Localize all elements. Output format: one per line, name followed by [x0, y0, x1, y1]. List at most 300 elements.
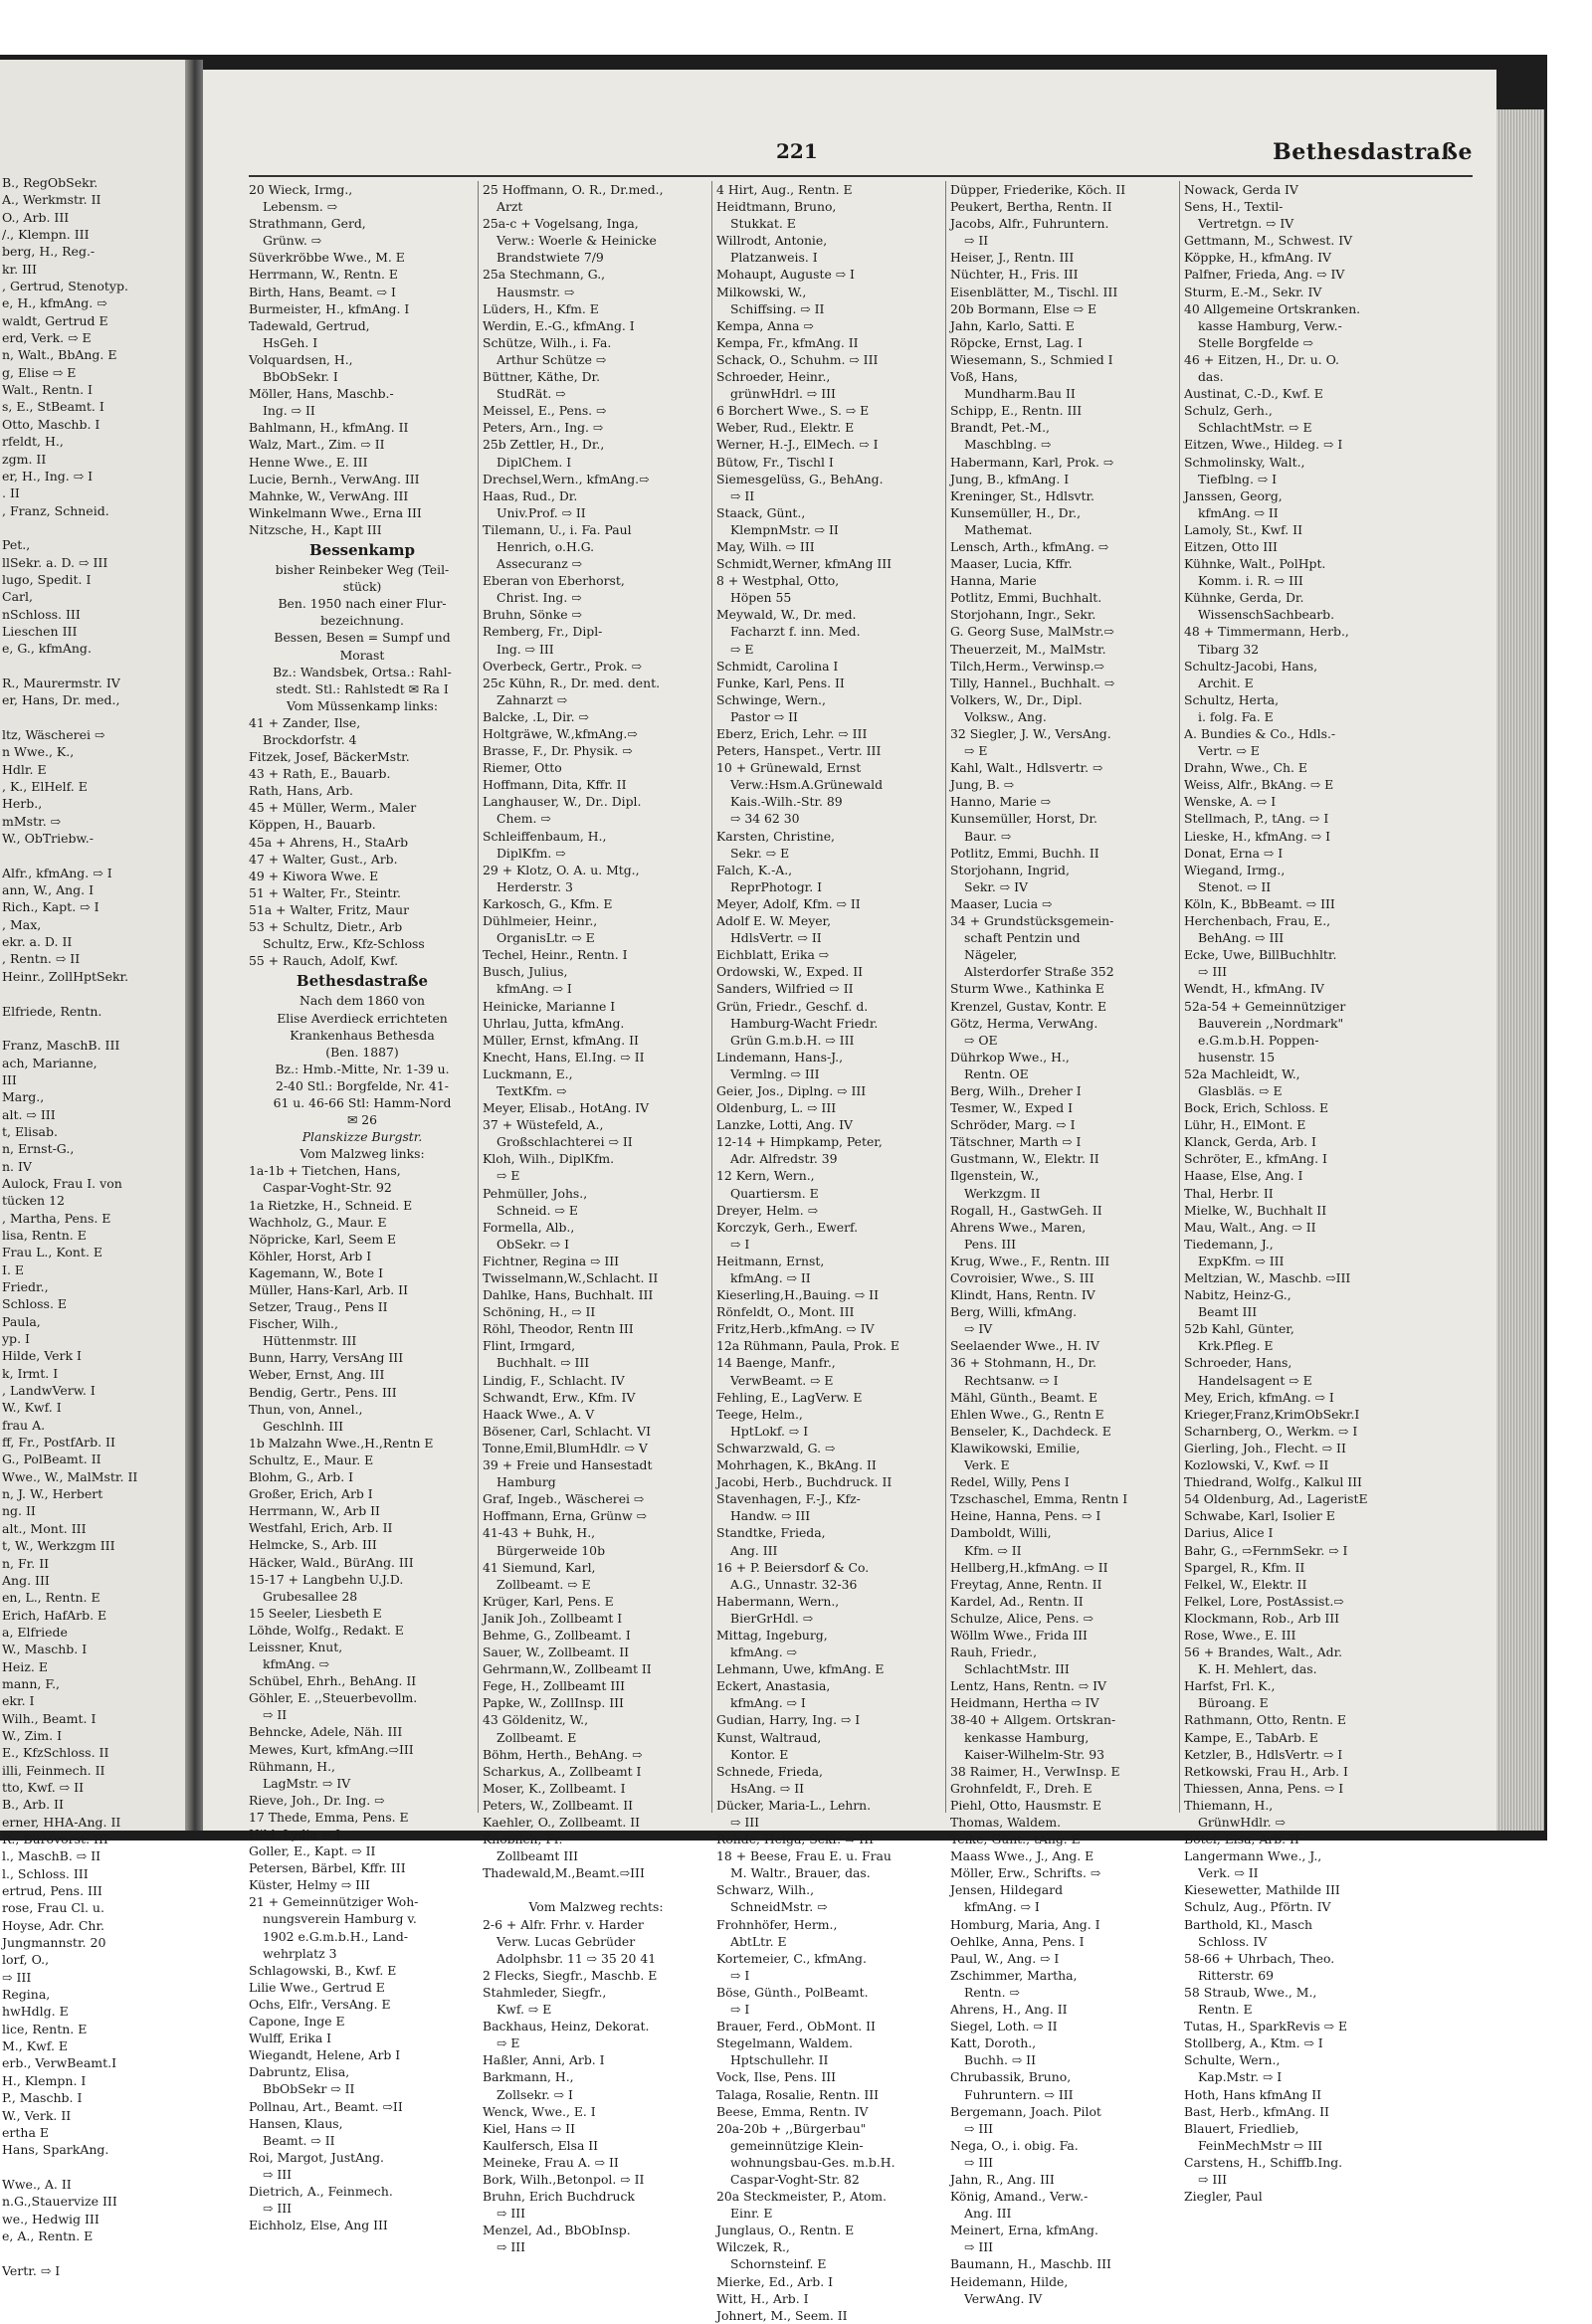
directory-entry: Spargel, R., Kfm. II [1184, 1559, 1305, 1575]
page-edges [1496, 109, 1544, 1831]
directory-entry: Bork, Wilh.,Betonpol. ⇨ II [483, 2171, 645, 2187]
directory-entry: Eberan von Eberhorst, [483, 573, 625, 589]
directory-entry: A. Bundies & Co., Hdls.- [1184, 726, 1336, 741]
left-page-line: , Martha, Pens. E [2, 1210, 111, 1226]
directory-entry: Lamoly, St., Kwf. II [1184, 521, 1302, 537]
directory-entry-continuation: Facharzt f. inn. Med. [730, 624, 861, 640]
directory-entry-continuation: Büroang. E [1198, 1695, 1269, 1711]
directory-entry: Tesmer, W., Exped I [950, 1100, 1073, 1116]
directory-entry: Geier, Jos., Diplng. ⇨ III [716, 1082, 867, 1098]
left-page-line: n, Fr. II [2, 1555, 50, 1571]
directory-entry: Junglaus, O., Rentn. E [716, 2223, 855, 2238]
left-page-line: Heinr., ZollHptSekr. [2, 968, 129, 984]
directory-entry: Herchenbach, Frau, E., [1184, 913, 1331, 929]
directory-entry: Häcker, Wald., BürAng. III [249, 1554, 414, 1570]
directory-entry: Ordowski, W., Exped. II [716, 964, 864, 980]
directory-entry: Sauer, W., Zollbeamt. II [483, 1645, 630, 1660]
directory-entry-continuation: Schultz, Erw., Kfz-Schloss [263, 936, 425, 952]
directory-entry: 2 Flecks, Siegfr., Maschb. E [483, 1967, 658, 1983]
directory-entry-continuation: Assecuranz ⇨ [497, 556, 583, 572]
directory-entry: 15-17 + Langbehn U.J.D. [249, 1571, 404, 1587]
directory-entry: Tadewald, Gertrud, [249, 317, 370, 333]
directory-entry: 14 Baenge, Manfr., [716, 1355, 836, 1371]
left-page-line: hwHdlg. E [2, 2004, 69, 2020]
directory-entry: Menzel, Ad., BbObInsp. [483, 2223, 631, 2238]
directory-entry: Sens, H., Textil- [1184, 199, 1284, 215]
directory-entry: 51a + Walter, Fritz, Maur [249, 901, 410, 917]
left-page-line: ach, Marianne, [2, 1055, 98, 1070]
left-page-line: W., Maschb. I [2, 1642, 88, 1657]
directory-entry-continuation: ⇨ III [263, 2166, 293, 2182]
street-info-line: Bz.: Hmb.-Mitte, Nr. 1-39 u. [275, 1061, 450, 1076]
directory-entry: Ziegler, Paul [1184, 2189, 1263, 2205]
directory-entry-continuation: Christ. Ing. ⇨ [497, 590, 582, 606]
directory-entry: Staack, Günt., [716, 504, 806, 520]
directory-entry: Maaser, Lucia ⇨ [950, 895, 1053, 911]
directory-entry: Lilie Wwe., Gertrud E [249, 1979, 385, 1995]
directory-entry-continuation: TextKfm. ⇨ [497, 1082, 567, 1098]
directory-entry-continuation: ⇨ OE [964, 1032, 998, 1048]
left-page-line: , K., ElHelf. E [2, 779, 88, 795]
left-page-line: g, Elise ⇨ E [2, 364, 77, 380]
left-page-line: ekr. a. D. II [2, 934, 73, 950]
directory-entry: Schulte, Wern., [1184, 2052, 1281, 2068]
directory-entry: Ketzler, B., HdlsVertr. ⇨ I [1184, 1746, 1343, 1762]
left-page-line: Pet., [2, 537, 31, 553]
directory-entry: 4 Hirt, Aug., Rentn. E [716, 182, 853, 197]
directory-entry: Lindig, F., Schlacht. IV [483, 1372, 625, 1388]
directory-entry: Schwarz, Wilh., [716, 1882, 815, 1898]
directory-entry: Volquardsen, H., [249, 351, 353, 367]
directory-entry-continuation: e.G.m.b.H. Poppen- [1198, 1032, 1319, 1048]
directory-entry-continuation: kfmAng. ⇨ [730, 1645, 797, 1660]
directory-entry: Goller, E., Kapt. ⇨ II [249, 1843, 376, 1859]
directory-entry: Schultz, E., Maur. E [249, 1452, 374, 1467]
directory-entry: Kagemann, W., Bote I [249, 1264, 383, 1280]
directory-entry: Schipp, E., Rentn. III [950, 403, 1083, 419]
directory-entry: Kozlowski, V., Kwf. ⇨ II [1184, 1457, 1329, 1473]
directory-entry: Schmolinsky, Walt., [1184, 454, 1305, 470]
directory-entry: 47 + Walter, Gust., Arb. [249, 851, 398, 867]
directory-entry: 32 Siegler, J. W., VersAng. [950, 726, 1111, 741]
street-info-line: ✉ 26 [346, 1112, 378, 1128]
left-page-line: e, H., kfmAng. ⇨ [2, 295, 107, 311]
directory-entry: Klawikowski, Emilie, [950, 1440, 1081, 1455]
directory-entry: Knoblich, Fr. [483, 1832, 563, 1847]
directory-entry-continuation: Verw. Lucas Gebrüder [497, 1933, 636, 1949]
left-page-line: mann, F., [2, 1675, 61, 1691]
directory-entry-continuation: Adr. Alfredstr. 39 [730, 1151, 838, 1167]
directory-entry: 45 + Müller, Werm., Maler [249, 800, 417, 816]
directory-entry-continuation: AbtLtr. E [730, 1933, 787, 1949]
directory-entry: Ehlen Wwe., G., Rentn E [950, 1406, 1104, 1422]
directory-entry: Bergemann, Joach. Pilot [950, 2103, 1101, 2119]
directory-entry-continuation: ObSekr. ⇨ I [497, 1236, 570, 1252]
street-info-line: bisher Reinbeker Weg (Teil- [275, 562, 450, 578]
directory-entry: Weber, Ernst, Ang. III [249, 1367, 385, 1383]
directory-entry: Heitmann, Ernst, [716, 1253, 825, 1268]
directory-entry-continuation: kfmAng. ⇨ I [964, 1899, 1040, 1915]
directory-entry: Schlagowski, B., Kwf. E [249, 1962, 397, 1978]
left-page-line: Herb., [2, 796, 43, 812]
directory-entry: Schöning, H., ⇨ II [483, 1304, 596, 1320]
directory-entry: Ilgenstein, W., [950, 1168, 1040, 1184]
directory-entry: Oehlke, Anna, Pens. I [950, 1933, 1085, 1949]
directory-entry: Mohrhagen, K., BkAng. II [716, 1457, 877, 1473]
directory-entry: Schroeder, Hans, [1184, 1355, 1293, 1371]
directory-entry: Tilemann, U., i. Fa. Paul [483, 521, 632, 537]
directory-entry: Stollberg, A., Ktm. ⇨ I [1184, 2035, 1323, 2051]
directory-entry: Rathmann, Otto, Rentn. E [1184, 1712, 1346, 1728]
left-page-line: H., Klempn. I [2, 2072, 87, 2088]
directory-entry: Remberg, Fr., Dipl- [483, 624, 603, 640]
directory-entry: Palfner, Frieda, Ang. ⇨ IV [1184, 267, 1345, 283]
left-page-line: Wilh., Beamt. I [2, 1710, 97, 1726]
directory-entry: Ahrens Wwe., Maren, [950, 1219, 1087, 1235]
left-page-line: we., Hedwig III [2, 2211, 100, 2227]
directory-entry: Gustmann, W., Elektr. II [950, 1151, 1099, 1167]
directory-entry-continuation: Quartiersm. E [730, 1185, 819, 1201]
directory-entry: Busch, Julius, [483, 964, 568, 980]
left-page-line: , Max, [2, 916, 42, 932]
header-rule [249, 175, 1473, 177]
directory-entry: Homburg, Maria, Ang. I [950, 1916, 1100, 1932]
directory-entry-continuation: Buchhalt. ⇨ III [497, 1355, 590, 1371]
directory-entry-continuation: i. folg. Fa. E [1198, 708, 1274, 724]
directory-entry: Felkel, Lore, PostAssist.⇨ [1184, 1593, 1344, 1609]
directory-entry: Stellmach, P., tAng. ⇨ I [1184, 811, 1329, 827]
directory-entry: Haßler, Anni, Arb. I [483, 2052, 605, 2068]
directory-entry: Schmidt, Carolina I [716, 658, 839, 674]
directory-entry-continuation: SchneidMstr. ⇨ [730, 1899, 828, 1915]
directory-entry: Blohm, G., Arb. I [249, 1469, 353, 1485]
directory-entry: 43 Göldenitz, W., [483, 1712, 589, 1728]
directory-entry: Lanzke, Lotti, Ang. IV [716, 1117, 853, 1133]
directory-entry-continuation: kasse Hamburg, Verw.- [1198, 317, 1342, 333]
directory-entry: Schack, O., Schuhm. ⇨ III [716, 351, 879, 367]
directory-entry: Mittag, Ingeburg, [716, 1627, 828, 1643]
directory-entry-continuation: Alsterdorfer Straße 352 [964, 964, 1114, 980]
directory-entry: Heidtmann, Bruno, [716, 199, 837, 215]
street-info-line: Elise Averdieck errichteten [277, 1010, 448, 1026]
directory-entry: Kiesewetter, Mathilde III [1184, 1882, 1340, 1898]
left-page-line: E., KfzSchloss. II [2, 1745, 109, 1761]
directory-entry-continuation: Pens. III [964, 1236, 1017, 1252]
directory-entry: Weber, Rud., Elektr. E [716, 420, 855, 436]
directory-entry-continuation: ⇨ E [497, 2035, 520, 2051]
directory-entry: 41 + Zander, Ilse, [249, 714, 361, 730]
directory-entry-continuation: ⇨ III [497, 2239, 526, 2255]
left-page-line: Frau L., Kont. E [2, 1245, 103, 1260]
directory-entry: 25a-c + Vogelsang, Inga, [483, 216, 639, 232]
directory-entry: Hellberg,H.,kfmAng. ⇨ II [950, 1559, 1108, 1575]
directory-entry-continuation: Großschlachterei ⇨ II [497, 1134, 633, 1150]
directory-entry: Nega, O., i. obig. Fa. [950, 2137, 1079, 2153]
directory-entry-continuation: ⇨ III [964, 2154, 994, 2170]
left-page-line [2, 1020, 185, 1037]
left-page-line [2, 2244, 185, 2261]
directory-entry: 43 + Rath, E., Bauarb. [249, 766, 391, 782]
directory-entry: Hansen, Klaus, [249, 2115, 343, 2131]
directory-entry-continuation: Vertretgn. ⇨ IV [1198, 216, 1294, 232]
directory-entry-continuation: ⇨ I [730, 2002, 750, 2018]
directory-entry: Köppke, H., kfmAng. IV [1184, 250, 1332, 266]
directory-entry-continuation: ⇨ E [964, 743, 988, 759]
directory-entry: Setzer, Traug., Pens II [249, 1299, 388, 1315]
directory-entry: Wilczek, R., [716, 2239, 790, 2255]
directory-entry: Haack Wwe., A. V [483, 1406, 595, 1422]
directory-entry-continuation: ⇨ 34 62 30 [730, 811, 800, 827]
left-page-line [2, 2159, 185, 2176]
directory-entry-continuation: ReprPhotogr. I [730, 878, 822, 894]
directory-entry: Schroeder, Heinr., [716, 369, 831, 385]
directory-entry: Müller, Ernst, kfmAng. II [483, 1032, 639, 1048]
directory-entry: Korczyk, Gerh., Ewerf. [716, 1219, 859, 1235]
directory-entry-continuation: kfmAng. ⇨ [263, 1656, 329, 1672]
directory-entry: Potlitz, Emmi, Buchh. II [950, 845, 1099, 861]
directory-entry-continuation: K. H. Mehlert, das. [1198, 1661, 1317, 1677]
directory-entry: Werdin, E.-G., kfmAng. I [483, 317, 635, 333]
directory-entry: Meyer, Adolf, Kfm. ⇨ II [716, 895, 861, 911]
directory-column-4 [950, 181, 1177, 2307]
directory-entry-continuation: Bauverein ,,Nordmark" [1198, 1015, 1344, 1031]
directory-entry: Scharnberg, O., Werkm. ⇨ I [1184, 1423, 1358, 1439]
directory-entry: Haas, Rud., Dr. [483, 487, 578, 503]
directory-entry: Schnede, Frieda, [716, 1763, 823, 1779]
directory-entry: Damboldt, Willi, [950, 1525, 1052, 1541]
left-page-line: zgm. II [2, 451, 47, 467]
directory-entry: Bahlmann, H., kfmAng. II [249, 420, 409, 436]
left-page-line: tücken 12 [2, 1193, 65, 1209]
left-page-line: Marg., [2, 1089, 45, 1105]
street-info-line: (Ben. 1887) [325, 1044, 399, 1060]
directory-entry-continuation: Vermlng. ⇨ III [730, 1065, 820, 1081]
directory-entry: Freytag, Anne, Rentn. II [950, 1576, 1102, 1592]
directory-entry-continuation: Stenot. ⇨ II [1198, 878, 1272, 894]
street-info-line: Nach dem 1860 von [299, 993, 425, 1009]
left-page-line: Aulock, Frau I. von [2, 1175, 122, 1191]
directory-entry-continuation: Grün G.m.b.H. ⇨ III [730, 1032, 855, 1048]
directory-entry: Möller, Erw., Schrifts. ⇨ [950, 1865, 1101, 1881]
left-page-line: Erich, HafArb. E [2, 1607, 107, 1623]
left-page-line: Regina, [2, 1987, 51, 2003]
directory-entry: Sturm, E.-M., Sekr. IV [1184, 284, 1322, 299]
left-page-line: s, E., StBeamt. I [2, 399, 104, 415]
directory-entry: Gehrmann,W., Zollbeamt II [483, 1661, 652, 1677]
directory-entry: Thiedrand, Wolfg., Kalkul III [1184, 1474, 1362, 1490]
directory-entry: Bruhn, Sönke ⇨ [483, 607, 582, 623]
directory-entry: Jahn, Karlo, Satti. E [950, 317, 1075, 333]
directory-entry-continuation: 1902 e.G.m.b.H., Land- [263, 1928, 409, 1944]
left-page-line: llSekr. a. D. ⇨ III [2, 554, 108, 570]
directory-entry: Krug, Wwe., F., Rentn. III [950, 1253, 1110, 1268]
directory-entry-continuation: WissenschSachbearb. [1198, 607, 1335, 623]
left-page-line: kr. III [2, 261, 37, 277]
left-page-line: Paula, [2, 1313, 41, 1329]
directory-entry: 20b Bormann, Else ⇨ E [950, 300, 1097, 316]
left-page-line: ekr. I [2, 1693, 35, 1709]
directory-entry: 20a Steckmeister, P., Atom. [716, 2189, 887, 2205]
directory-entry: Dühlmeier, Heinr., [483, 913, 598, 929]
directory-entry: Heidemann, Hilde, [950, 2273, 1069, 2289]
directory-entry: Austinat, C.-D., Kwf. E [1184, 386, 1323, 402]
left-page-line: k, Irmt. I [2, 1365, 59, 1381]
directory-entry: Winkelmann Wwe., Erna III [249, 504, 422, 520]
directory-entry: Wachholz, G., Maur. E [249, 1214, 387, 1230]
directory-entry-continuation: Hamburg [497, 1474, 556, 1490]
directory-entry: Eichblatt, Erika ⇨ [716, 947, 830, 963]
left-page-line: III [2, 1071, 17, 1087]
directory-entry-continuation: Baur. ⇨ [964, 828, 1012, 844]
left-page-line: Ang. III [2, 1572, 50, 1588]
directory-entry-continuation: Adolphsbr. 11 ⇨ 35 20 41 [497, 1950, 657, 1966]
directory-entry: Balcke, .L, Dir. ⇨ [483, 708, 589, 724]
directory-entry: Fischer, Wilh., [249, 1316, 338, 1332]
directory-entry: Jacobs, Alfr., Fuhruntern. [950, 216, 1109, 232]
directory-entry: 58 Straub, Wwe., M., [1184, 1984, 1317, 2000]
directory-entry: Jacobi, Herb., Buchdruck. II [716, 1474, 893, 1490]
directory-entry-continuation: Herderstr. 3 [497, 878, 573, 894]
directory-entry: Fege, H., Zollbeamt III [483, 1678, 626, 1694]
directory-entry: Peters, Hanspet., Vertr. III [716, 743, 882, 759]
left-page-line: lice, Rentn. E [2, 2021, 88, 2036]
left-page-line: n, Ernst-G., [2, 1141, 75, 1157]
directory-entry: Meltzian, W., Maschb. ⇨III [1184, 1270, 1351, 1285]
directory-entry-continuation: Verw.: Woerle & Heinicke [497, 233, 657, 249]
directory-entry: Heidmann, Hertha ⇨ IV [950, 1695, 1099, 1711]
directory-entry: Flint, Irmgard, [483, 1338, 576, 1354]
directory-entry-continuation: Einr. E [730, 2206, 773, 2222]
directory-column-3 [716, 181, 943, 2324]
directory-entry: Peters, Arn., Ing. ⇨ [483, 420, 604, 436]
street-info-line: Bessen, Besen = Sumpf und [274, 630, 451, 646]
directory-entry: Großer, Erich, Arb I [249, 1486, 373, 1502]
directory-entry: Klindt, Hans, Rentn. IV [950, 1287, 1095, 1303]
left-page-line [2, 709, 185, 726]
directory-entry-continuation: husenstr. 15 [1198, 1049, 1276, 1065]
directory-entry: Felkel, W., Elektr. II [1184, 1576, 1307, 1592]
left-page-line: berg, H., Reg.- [2, 244, 96, 260]
directory-entry: Meyer, Elisab., HotAng. IV [483, 1100, 650, 1116]
left-page-line: Hoyse, Adr. Chr. [2, 1917, 105, 1933]
directory-entry: Teege, Helm., [716, 1406, 803, 1422]
directory-entry-continuation: BbObSekr. I [263, 369, 338, 385]
directory-entry: 8 + Westphal, Otto, [716, 573, 840, 589]
street-info-line: Morast [339, 647, 385, 663]
directory-entry: Potlitz, Emmi, Buchhalt. [950, 590, 1102, 606]
directory-entry: Volkers, W., Dr., Dipl. [950, 691, 1083, 707]
directory-entry: Heiser, J., Rentn. III [950, 250, 1075, 266]
column-divider [945, 181, 946, 1813]
left-page-line [2, 519, 185, 536]
left-page-line: rose, Frau Cl. u. [2, 1900, 104, 1916]
directory-entry-continuation: Beamt. ⇨ II [263, 2132, 335, 2148]
left-page-line: Franz, MaschB. III [2, 1038, 120, 1054]
directory-column-5 [1184, 181, 1473, 2205]
left-page-line: W., Kwf. I [2, 1400, 62, 1416]
directory-entry: Bendig, Gertr., Pens. III [249, 1384, 397, 1400]
directory-entry-continuation: Rentn. E [1198, 2002, 1253, 2018]
directory-entry-continuation: Rechtsanw. ⇨ I [964, 1372, 1059, 1388]
left-page-line: en, L., Rentn. E [2, 1590, 100, 1606]
directory-entry: Backhaus, Heinz, Dekorat. [483, 2019, 650, 2034]
directory-entry-continuation: Verk. E [964, 1457, 1010, 1473]
directory-entry-continuation: Stelle Borgfelde ⇨ [1198, 334, 1313, 350]
directory-entry: Riemer, Otto [483, 760, 562, 776]
directory-entry-continuation: Zollbeamt. E [497, 1729, 577, 1745]
directory-entry-continuation: Stukkat. E [730, 216, 796, 232]
street-info-line: 2-40 Stl.: Borgfelde, Nr. 41- [276, 1077, 449, 1093]
directory-entry: Katt, Doroth., [950, 2035, 1037, 2051]
directory-entry: Wiesemann, S., Schmied I [950, 351, 1113, 367]
directory-entry: Habermann, Wern., [716, 1593, 840, 1609]
directory-column-2 [483, 181, 709, 2255]
directory-entry: Kardel, Ad., Rentn. II [950, 1593, 1084, 1609]
directory-entry-continuation: ⇨ III [964, 2239, 994, 2255]
directory-entry: Hanno, Marie ⇨ [950, 794, 1052, 810]
directory-entry-continuation: Schornsteinf. E [730, 2256, 827, 2272]
directory-entry: Rogall, H., GastwGeh. II [950, 1202, 1102, 1218]
directory-entry: 29 + Klotz, O. A. u. Mtg., [483, 862, 640, 877]
directory-entry: 38 Raimer, H., VerwInsp. E [950, 1763, 1120, 1779]
directory-entry: Langhauser, W., Dr.. Dipl. [483, 794, 642, 810]
left-page-line: P., Maschb. I [2, 2090, 83, 2106]
directory-entry: Schwarzwald, G. ⇨ [716, 1440, 836, 1455]
directory-entry-continuation: Mathemat. [964, 521, 1033, 537]
left-page-line: l., MaschB. ⇨ II [2, 1848, 101, 1864]
directory-entry: 25a Stechmann, G., [483, 267, 606, 283]
directory-entry: Berg, Willi, kfmAng. [950, 1304, 1078, 1320]
directory-entry: Hanna, Marie [950, 573, 1037, 589]
directory-entry-continuation: kfmAng. ⇨ I [497, 981, 572, 997]
directory-entry-continuation: Hamburg-Wacht Friedr. [730, 1015, 879, 1031]
directory-entry: Rath, Hans, Arb. [249, 783, 353, 799]
left-page-line: Carl, [2, 589, 33, 605]
street-info-line: Vom Malzweg rechts: [528, 1899, 664, 1915]
left-page-line: B., Arb. II [2, 1797, 64, 1813]
directory-entry-continuation: Sekr. ⇨ E [730, 845, 790, 861]
directory-entry: Milkowski, W., [716, 284, 807, 299]
directory-entry: Ahrens, H., Ang. II [950, 2002, 1068, 2018]
left-page-line: ⇨ III [2, 1969, 32, 1985]
directory-entry-continuation: ⇨ III [1198, 964, 1228, 980]
directory-entry-continuation: ⇨ III [730, 1815, 760, 1830]
directory-entry: Thun, von, Annel., [249, 1401, 363, 1417]
directory-entry-continuation: ⇨ E [730, 641, 754, 657]
directory-entry-continuation: Arzt [497, 199, 523, 215]
directory-entry: 54 Oldenburg, Ad., LageristE [1184, 1491, 1368, 1507]
left-page-line: Hans, SparkAng. [2, 2142, 109, 2158]
directory-entry: Hoffmann, Erna, Grünw ⇨ [483, 1508, 647, 1524]
directory-entry-continuation: Kfm. ⇨ II [964, 1542, 1022, 1558]
directory-entry: Twisselmann,W.,Schlacht. II [483, 1270, 659, 1285]
directory-entry: 21 + Gemeinnütziger Woh- [249, 1894, 419, 1910]
directory-entry: Stegelmann, Waldem. [716, 2035, 853, 2051]
directory-entry: 15 Seeler, Liesbeth E [249, 1605, 382, 1621]
directory-entry: Klanck, Gerda, Arb. I [1184, 1134, 1316, 1150]
directory-entry-continuation: LagMstr. ⇨ IV [263, 1775, 351, 1791]
left-page-line: illi, Feinmech. II [2, 1762, 105, 1778]
directory-entry-continuation: VerwAng. IV [964, 2290, 1043, 2306]
directory-entry: Habermann, Karl, Prok. ⇨ [950, 454, 1114, 470]
directory-entry: 25 Hoffmann, O. R., Dr.med., [483, 182, 664, 197]
directory-entry: Wulff, Erika I [249, 2031, 332, 2046]
directory-entry: Eisenblätter, M., Tischl. III [950, 284, 1118, 299]
directory-entry: Pehmüller, Johs., [483, 1185, 588, 1201]
directory-entry-continuation: Vertr. ⇨ E [1198, 743, 1260, 759]
directory-entry: Rühmann, H., [249, 1758, 335, 1774]
directory-entry: Covroisier, Wwe., S. III [950, 1270, 1094, 1285]
